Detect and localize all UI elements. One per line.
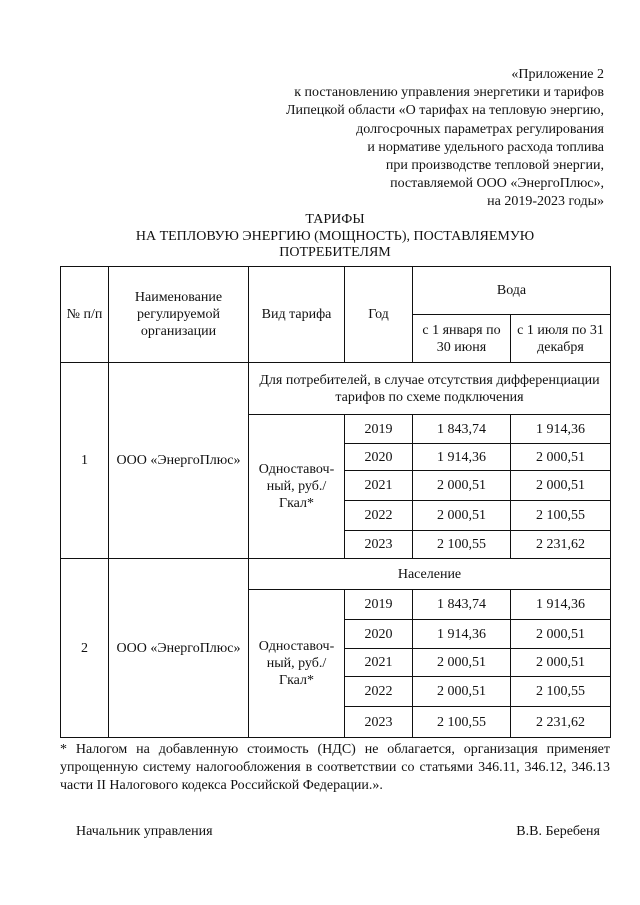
annex-line: к постановлению управления энергетики и тарифов: [294, 85, 604, 101]
header-num: № п/п: [61, 267, 109, 363]
header-period-2: с 1 июля по 31 декабря: [511, 315, 611, 363]
value-cell: 1 914,36: [413, 444, 511, 471]
org-name: ООО «ЭнергоПлюс»: [109, 559, 249, 738]
header-org: Наименование регулируемой организации: [109, 267, 249, 363]
footnote: * Налогом на добавленную стоимость (НДС) не облагается, организация применяет упрощенную систему налогообложения в соответствии со статьями 346.11, 346.12, 346.13 части II Налогового кодекса Российской Федерации.».: [60, 742, 610, 793]
title-line: ПОТРЕБИТЕЛЯМ: [279, 245, 391, 260]
value-cell: 2 100,55: [413, 531, 511, 559]
tariff-type: Одноставоч-ный, руб./Гкал*: [249, 415, 345, 559]
year-cell: 2019: [345, 590, 413, 620]
value-cell: 2 000,51: [511, 444, 611, 471]
year-cell: 2019: [345, 415, 413, 444]
annex-line: долгосрочных параметрах регулирования: [356, 121, 604, 137]
annex-line: «Приложение 2: [511, 67, 604, 82]
value-cell: 2 100,55: [511, 677, 611, 707]
header-tariff-type: Вид тарифа: [249, 267, 345, 363]
year-cell: 2021: [345, 471, 413, 501]
year-cell: 2020: [345, 444, 413, 471]
value-cell: 2 000,51: [413, 677, 511, 707]
value-cell: 2 000,51: [511, 649, 611, 677]
header-water: Вода: [413, 267, 611, 315]
year-cell: 2021: [345, 649, 413, 677]
signature-name: В.В. Беребеня: [516, 824, 600, 839]
header-year: Год: [345, 267, 413, 363]
year-cell: 2022: [345, 501, 413, 531]
year-cell: 2023: [345, 531, 413, 559]
annex-line: и нормативе удельного расхода топлива: [367, 139, 604, 155]
tariff-type: Одноставоч-ный, руб./Гкал*: [249, 590, 345, 738]
document-title: [60, 212, 610, 262]
year-cell: 2020: [345, 620, 413, 649]
value-cell: 2 231,62: [511, 531, 611, 559]
annex-line: на 2019-2023 годы»: [487, 194, 604, 210]
header-period-1: с 1 января по 30 июня: [413, 315, 511, 363]
value-cell: 1 843,74: [413, 590, 511, 620]
value-cell: 2 231,62: [511, 707, 611, 738]
value-cell: 2 000,51: [511, 620, 611, 649]
section-caption: Для потребителей, в случае отсутствия дифференциации тарифов по схеме подключения: [249, 363, 611, 415]
value-cell: 2 100,55: [413, 707, 511, 738]
org-name: ООО «ЭнергоПлюс»: [109, 363, 249, 559]
row-num: 2: [61, 559, 109, 738]
year-cell: 2022: [345, 677, 413, 707]
value-cell: 2 000,51: [511, 471, 611, 501]
value-cell: 2 000,51: [413, 471, 511, 501]
title-line: ТАРИФЫ: [305, 212, 365, 227]
signature-position: Начальник управления: [76, 824, 213, 839]
year-cell: 2023: [345, 707, 413, 738]
title-line: НА ТЕПЛОВУЮ ЭНЕРГИЮ (МОЩНОСТЬ), ПОСТАВЛЯЕМУЮ: [135, 228, 535, 244]
annex-header: [286, 66, 604, 212]
annex-line: Липецкой области «О тарифах на тепловую энергию,: [286, 103, 604, 119]
value-cell: 1 914,36: [511, 590, 611, 620]
annex-line: поставляемой ООО «ЭнергоПлюс»,: [390, 176, 604, 192]
value-cell: 2 000,51: [413, 649, 511, 677]
annex-line: при производстве тепловой энергии,: [385, 158, 604, 174]
value-cell: 2 000,51: [413, 501, 511, 531]
tariff-table: [60, 266, 611, 738]
row-num: 1: [61, 363, 109, 559]
value-cell: 1 914,36: [413, 620, 511, 649]
value-cell: 2 100,55: [511, 501, 611, 531]
value-cell: 1 843,74: [413, 415, 511, 444]
section-caption: Население: [249, 559, 611, 590]
value-cell: 1 914,36: [511, 415, 611, 444]
